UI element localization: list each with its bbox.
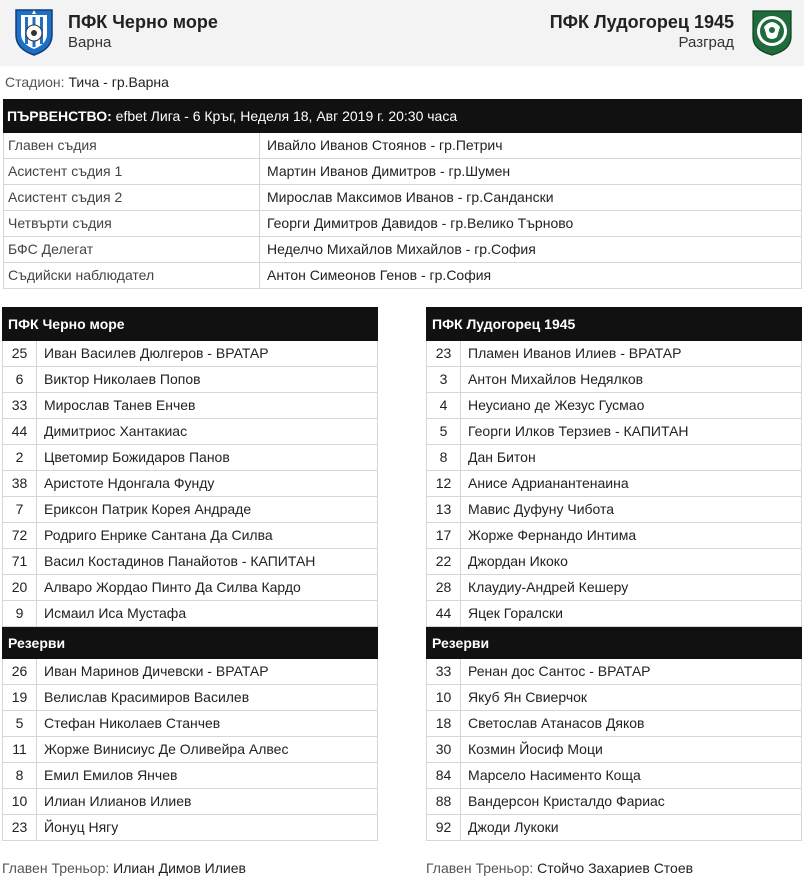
- player-row: [2, 523, 378, 549]
- player-number: 30: [427, 737, 461, 762]
- player-name[interactable]: Алваро Жордао Пинто Да Силва Кардо: [44, 579, 301, 595]
- player-name[interactable]: Якуб Ян Свиерчок: [468, 689, 588, 705]
- official-name: Мирослав Максимов Иванов - гр.Сандански: [267, 189, 554, 205]
- player-number: 92: [427, 815, 461, 840]
- player-row: [426, 601, 802, 627]
- official-row: [3, 211, 802, 237]
- home-team-name[interactable]: ПФК Черно море: [68, 12, 218, 32]
- player-row: [426, 367, 802, 393]
- away-lineup-title: ПФК Лудогорец 1945: [426, 307, 802, 341]
- official-name: Георги Димитров Давидов - гр.Велико Търново: [267, 215, 574, 231]
- match-header: [0, 0, 804, 66]
- player-number: 5: [3, 711, 37, 736]
- player-name[interactable]: Пламен Иванов Илиев - ВРАТАР: [468, 345, 682, 361]
- away-subs: [426, 659, 802, 841]
- official-row: [3, 133, 802, 159]
- away-coach-label: Главен Треньор:: [426, 860, 534, 876]
- player-row: [426, 341, 802, 367]
- player-name[interactable]: Жорже Винисиус Де Оливейра Алвес: [44, 741, 289, 757]
- player-row: [426, 445, 802, 471]
- player-row: [2, 685, 378, 711]
- player-name[interactable]: Иван Василев Дюлгеров - ВРАТАР: [44, 345, 269, 361]
- player-row: [426, 789, 802, 815]
- player-number: 6: [3, 367, 37, 392]
- player-name[interactable]: Джоди Лукоки: [468, 819, 559, 835]
- player-row: [2, 737, 378, 763]
- player-number: 9: [3, 601, 37, 626]
- player-name[interactable]: Велислав Красимиров Василев: [44, 689, 250, 705]
- match-details-header: [3, 99, 802, 133]
- player-row: [426, 763, 802, 789]
- home-subs-title: Резерви: [2, 627, 378, 659]
- official-row: [3, 185, 802, 211]
- player-number: 22: [427, 549, 461, 574]
- stadium-info: [5, 74, 169, 90]
- player-number: 2: [3, 445, 37, 470]
- home-lineup-title: ПФК Черно море: [2, 307, 378, 341]
- player-row: [2, 815, 378, 841]
- player-row: [2, 471, 378, 497]
- home-subs: [2, 659, 378, 841]
- player-row: [2, 419, 378, 445]
- player-name[interactable]: Стефан Николаев Станчев: [44, 715, 221, 731]
- player-name[interactable]: Ериксон Патрик Корея Андраде: [44, 501, 252, 517]
- player-row: [426, 471, 802, 497]
- player-name[interactable]: Иван Маринов Дичевски - ВРАТАР: [44, 663, 269, 679]
- player-name[interactable]: Козмин Йосиф Моци: [468, 741, 603, 757]
- player-row: [2, 367, 378, 393]
- player-number: 33: [427, 659, 461, 684]
- player-name[interactable]: Емил Емилов Янчев: [44, 767, 178, 783]
- stadium-value: Тича - гр.Варна: [68, 74, 169, 90]
- player-name[interactable]: Марсело Насименто Коща: [468, 767, 641, 783]
- home-starters: [2, 341, 378, 627]
- home-coach-label: Главен Треньор:: [2, 860, 110, 876]
- player-number: 88: [427, 789, 461, 814]
- player-number: 71: [3, 549, 37, 574]
- player-number: 26: [3, 659, 37, 684]
- player-row: [2, 601, 378, 627]
- player-row: [2, 575, 378, 601]
- player-number: 23: [427, 341, 461, 366]
- player-number: 72: [3, 523, 37, 548]
- official-name: Неделчо Михайлов Михайлов - гр.София: [267, 241, 536, 257]
- stadium-label: Стадион:: [5, 74, 65, 90]
- player-number: 8: [3, 763, 37, 788]
- player-name[interactable]: Мавис Дуфуну Чибота: [468, 501, 615, 517]
- home-team-city: Варна: [68, 34, 112, 51]
- away-coach: [426, 860, 693, 876]
- player-row: [2, 659, 378, 685]
- player-name[interactable]: Мирослав Танев Енчев: [44, 397, 196, 413]
- player-row: [2, 711, 378, 737]
- player-row: [426, 659, 802, 685]
- player-number: 18: [427, 711, 461, 736]
- player-row: [2, 341, 378, 367]
- official-row: [3, 159, 802, 185]
- player-name[interactable]: Йонуц Нягу: [44, 819, 119, 835]
- player-row: [2, 497, 378, 523]
- player-name[interactable]: Неусиано де Жезус Гусмао: [468, 397, 645, 413]
- player-row: [426, 497, 802, 523]
- player-row: [2, 789, 378, 815]
- official-row: [3, 237, 802, 263]
- away-team-name[interactable]: ПФК Лудогорец 1945: [549, 12, 734, 32]
- player-number: 44: [3, 419, 37, 444]
- player-name[interactable]: Аристоте Ндонгала Фунду: [44, 475, 215, 491]
- player-row: [426, 523, 802, 549]
- player-number: 10: [427, 685, 461, 710]
- player-name[interactable]: Вандерсон Кристалдо Фариас: [468, 793, 665, 809]
- player-number: 12: [427, 471, 461, 496]
- official-name: Мартин Иванов Димитров - гр.Шумен: [267, 163, 511, 179]
- away-team-city: Разград: [678, 34, 734, 51]
- player-number: 8: [427, 445, 461, 470]
- player-number: 7: [3, 497, 37, 522]
- player-row: [426, 815, 802, 841]
- player-number: 23: [3, 815, 37, 840]
- officials-table: [3, 99, 802, 289]
- player-number: 11: [3, 737, 37, 762]
- player-number: 20: [3, 575, 37, 600]
- player-name[interactable]: Клаудиу-Андрей Кешеру: [468, 579, 629, 595]
- player-number: 33: [3, 393, 37, 418]
- player-row: [2, 445, 378, 471]
- player-row: [2, 549, 378, 575]
- player-number: 19: [3, 685, 37, 710]
- player-name[interactable]: Родриго Енрике Сантана Да Силва: [44, 527, 273, 543]
- player-number: 13: [427, 497, 461, 522]
- player-name[interactable]: Васил Костадинов Панайотов - КАПИТАН: [44, 553, 316, 569]
- official-name: Ивайло Иванов Стоянов - гр.Петрич: [267, 137, 503, 153]
- away-subs-title: Резерви: [426, 627, 802, 659]
- official-role: Главен съдия: [4, 133, 260, 158]
- player-number: 5: [427, 419, 461, 444]
- player-name[interactable]: Исмаил Иса Мустафа: [44, 605, 187, 621]
- player-name[interactable]: Ренан дос Сантос - ВРАТАР: [468, 663, 651, 679]
- player-row: [426, 419, 802, 445]
- player-name[interactable]: Георги Илков Терзиев - КАПИТАН: [468, 423, 689, 439]
- cherno-more-crest-icon: [12, 7, 56, 57]
- player-number: 17: [427, 523, 461, 548]
- player-name[interactable]: Анисе Адрианантенаина: [468, 475, 629, 491]
- player-number: 10: [3, 789, 37, 814]
- official-role: Четвърти съдия: [4, 211, 260, 236]
- player-name[interactable]: Антон Михайлов Недялков: [468, 371, 644, 387]
- match-details: efbet Лига - 6 Кръг, Неделя 18, Авг 2019 г. 20:30 часа: [115, 108, 458, 124]
- player-name[interactable]: Светослав Атанасов Дяков: [468, 715, 645, 731]
- championship-label: ПЪРВЕНСТВО:: [7, 108, 112, 124]
- player-number: 38: [3, 471, 37, 496]
- player-number: 84: [427, 763, 461, 788]
- player-name[interactable]: Цветомир Божидаров Панов: [44, 449, 230, 465]
- official-role: Съдийски наблюдател: [4, 263, 260, 288]
- player-number: 25: [3, 341, 37, 366]
- player-name[interactable]: Джордан Икоко: [468, 553, 568, 569]
- player-row: [2, 393, 378, 419]
- away-starters: [426, 341, 802, 627]
- player-name[interactable]: Димитриос Хантакиас: [44, 423, 188, 439]
- away-coach-name[interactable]: Стойчо Захариев Стоев: [537, 860, 694, 876]
- player-name[interactable]: Илиан Илианов Илиев: [44, 793, 192, 809]
- player-name[interactable]: Дан Битон: [468, 449, 536, 465]
- away-lineup-table: [426, 307, 802, 841]
- player-number: 4: [427, 393, 461, 418]
- home-lineup-table: [2, 307, 378, 841]
- player-name[interactable]: Яцек Горалски: [468, 605, 563, 621]
- player-name[interactable]: Виктор Николаев Попов: [44, 371, 201, 387]
- player-row: [2, 763, 378, 789]
- official-name: Антон Симеонов Генов - гр.София: [267, 267, 492, 283]
- player-number: 44: [427, 601, 461, 626]
- player-row: [426, 685, 802, 711]
- player-row: [426, 393, 802, 419]
- player-row: [426, 711, 802, 737]
- home-coach: [2, 860, 246, 876]
- official-role: Асистент съдия 1: [4, 159, 260, 184]
- official-role: БФС Делегат: [4, 237, 260, 262]
- home-coach-name[interactable]: Илиан Димов Илиев: [113, 860, 246, 876]
- player-name[interactable]: Жорже Фернандо Интима: [468, 527, 637, 543]
- ludogorets-crest-icon: [750, 7, 794, 57]
- player-number: 3: [427, 367, 461, 392]
- player-row: [426, 737, 802, 763]
- official-role: Асистент съдия 2: [4, 185, 260, 210]
- player-number: 28: [427, 575, 461, 600]
- player-row: [426, 549, 802, 575]
- official-row: [3, 263, 802, 289]
- player-row: [426, 575, 802, 601]
